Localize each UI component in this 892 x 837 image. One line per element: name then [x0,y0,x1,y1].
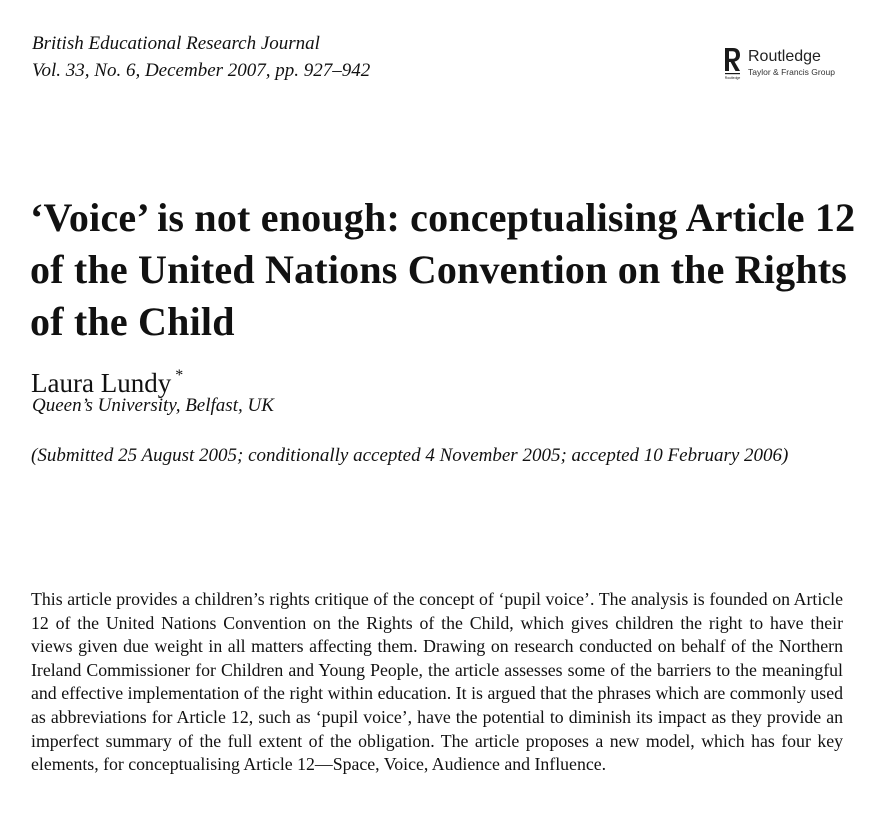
article-title: ‘Voice’ is not enough: conceptualising Article 12 of the United Nations Convention on the Rights of the Child [30,195,856,344]
publisher-logo [722,46,862,82]
submission-dates: (Submitted 25 August 2005; conditionally accepted 4 November 2005; accepted 10 February 2006) [31,445,789,466]
journal-name: British Educational Research Journal [32,33,320,54]
author-footnote-mark[interactable]: * [175,367,184,384]
author-affiliation: Queen’s University, Belfast, UK [32,395,274,416]
journal-header [32,30,370,84]
routledge-logo-icon [722,46,742,82]
abstract: This article provides a children’s rights critique of the concept of ‘pupil voice’. The analysis is founded on Article 12 of the United Nations Convention on the Rights of the Child, which gives children the right to have their views given due weight in all matters affecting them. Drawing on research conducted on behalf of the Northern Ireland Commissioner for Children and Young People, the article assesses some of the barriers to the meaningful and effective implementation of the right within education. It is argued that the phrases which are commonly used as abbreviations for Article 12, such as ‘pupil voice’, have the potential to diminish its impact as they provide an imperfect summary of the full extent of the obligation. The article proposes a new model, which has four key elements, for conceptualising Article 12—Space, Voice, Audience and Influence. [31,589,843,775]
publisher-name: Routledge [748,48,821,65]
logo-mark-text: Routledge [724,76,741,80]
journal-citation: Vol. 33, No. 6, December 2007, pp. 927–942 [32,60,371,81]
publisher-group: Taylor & Francis Group [748,67,835,77]
author-name: Laura Lundy [31,368,172,398]
